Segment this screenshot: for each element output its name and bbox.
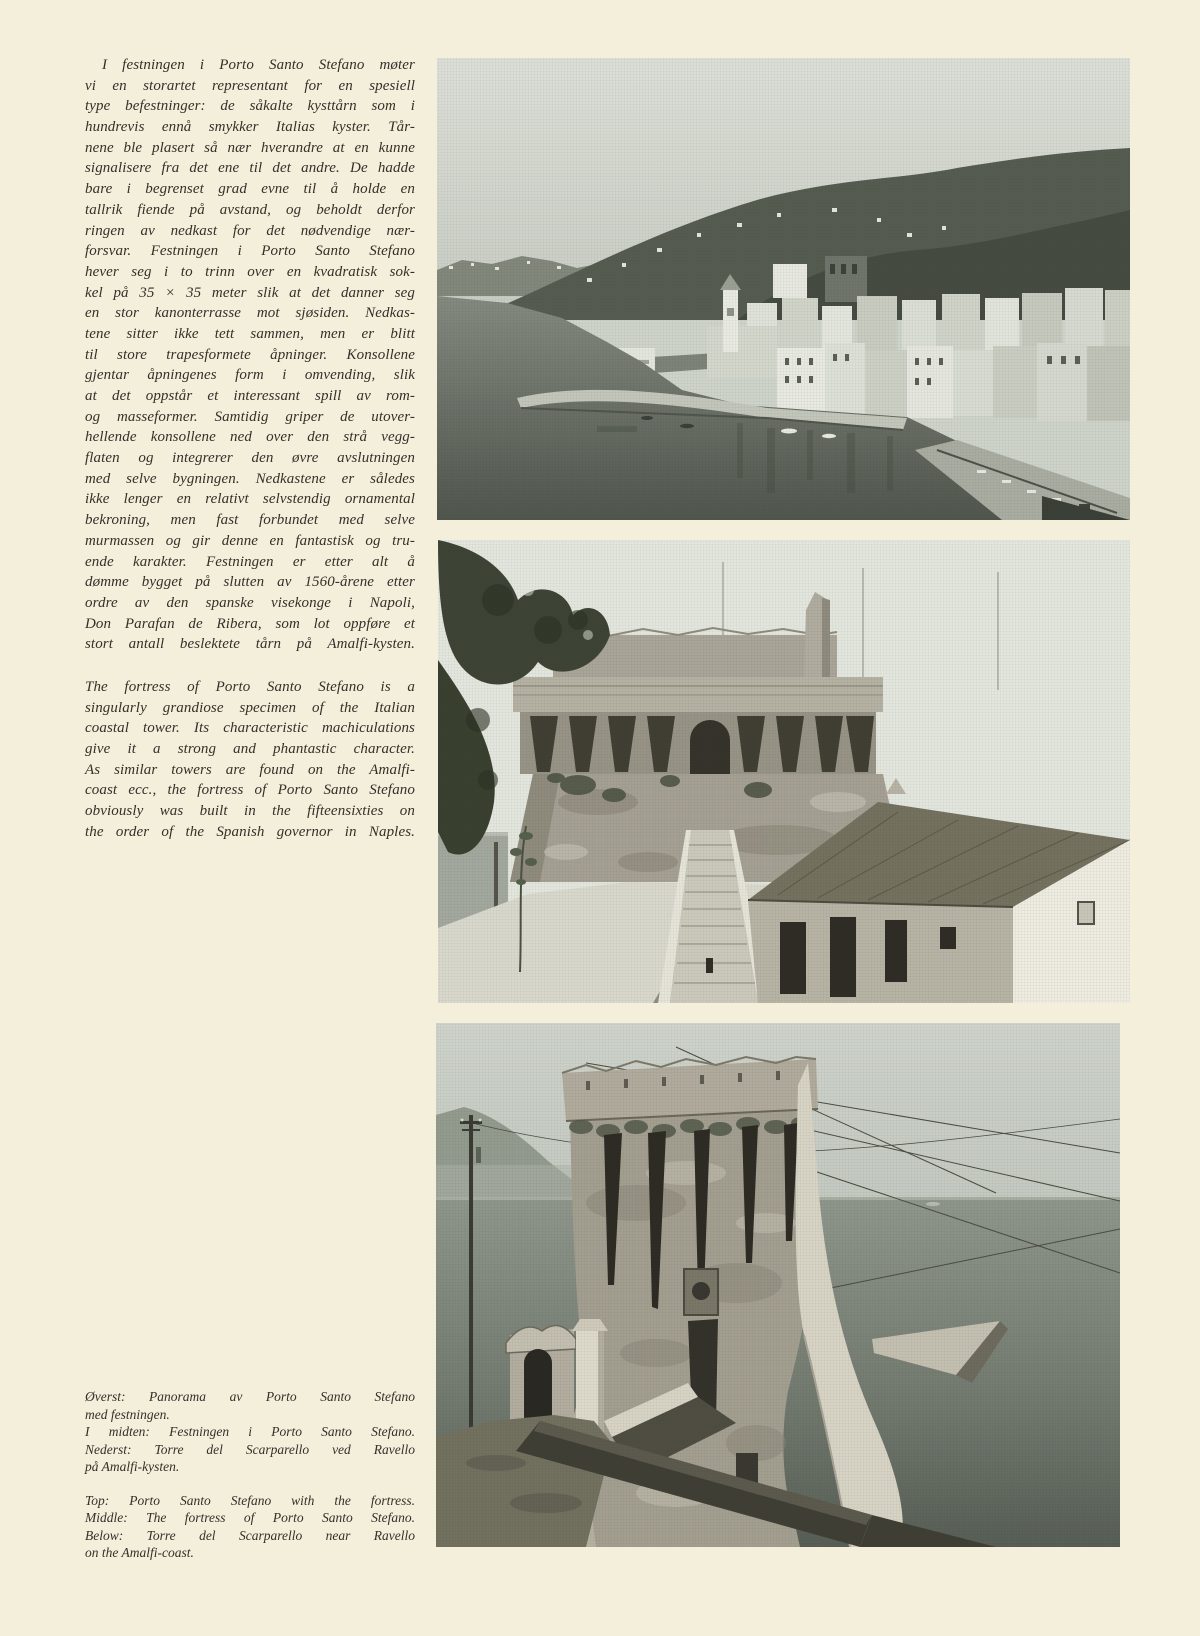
text-line: med selve bygningen. Nedkastene er således <box>85 470 415 487</box>
text-line: give it a strong and phantastic character. <box>85 741 415 757</box>
text-line: Øverst: Panorama av Porto Santo Stefano <box>85 1389 415 1404</box>
figure-silhouette <box>706 958 713 973</box>
text-line: singularly grandiose specimen of the Italian <box>85 699 415 716</box>
text-line: tallrik fiende på avstand, og beholdt derfor <box>85 201 415 218</box>
text-line: I midten: Festningen i Porto Santo Stefano. <box>85 1424 415 1439</box>
text-line: og masseformer. Samtidig griper de utover- <box>85 408 415 425</box>
text-line: Don Parafan de Ribera, som lot oppføre et <box>85 615 415 632</box>
text-line: coast ecc., the fortress of Porto Santo Stefano <box>85 782 415 799</box>
text-line: hever seg i to trinn over en kvadratisk sok- <box>85 263 415 280</box>
text-line: The fortress of Porto Santo Stefano is a <box>85 678 415 695</box>
tower-illustration <box>436 1023 1120 1547</box>
text-line: ende karakter. Festningen er etter alt å <box>85 553 415 570</box>
text-line: stort antall beslektete tårn på Amalfi-kysten. <box>85 636 415 653</box>
text-line: tene sitter ikke tett sammen, men er blitt <box>85 325 415 342</box>
text-line: ordre av den spanske visekonge i Napoli, <box>85 594 415 611</box>
text-line: hundrevis ennå smykker Italias kyster. Tår- <box>85 119 415 136</box>
text-line: hellende konsollene ned over den strå vegg- <box>85 429 415 446</box>
photo-fortress-porto-santo-stefano <box>438 540 1130 1003</box>
text-line: bare i begrenset grad evne til å holde en <box>85 181 415 198</box>
text-line: bekroning, men fast forbundet med selve <box>85 512 415 529</box>
text-line: vi en storartet representant for en spesiell <box>85 77 415 94</box>
fortress-illustration <box>438 540 1130 1003</box>
text-line: kel på 35 × 35 meter slik at det danner seg <box>85 284 415 301</box>
photo-torre-del-scarparello <box>436 1023 1120 1547</box>
english-captions <box>85 1492 415 1562</box>
text-line: ikke lenger en relativt selvstendig ornamental <box>85 491 415 508</box>
caption-column <box>85 1388 415 1562</box>
text-line: flaten og integrerer den øvre avslutningen <box>85 450 415 467</box>
text-line: på Amalfi-kysten. <box>85 1459 180 1474</box>
english-paragraph <box>85 677 415 843</box>
islet <box>926 1202 940 1206</box>
text-line: type befestninger: de såkalte kysttårn som i <box>85 98 415 115</box>
panorama-illustration <box>437 58 1130 520</box>
text-line: I festningen i Porto Santo Stefano møter <box>102 57 415 73</box>
church-tower <box>720 274 741 352</box>
text-line: coastal tower. Its characteristic machiculations <box>85 720 415 737</box>
text-line: ringen av nedkast for det nødvendige nær- <box>85 222 415 239</box>
text-line: forsvar. Festningen i Porto Santo Stefano <box>85 243 415 260</box>
text-line: on the Amalfi-coast. <box>85 1545 194 1560</box>
text-line: at det oppstår et interessant spill av rom- <box>85 388 415 404</box>
text-line: dømme bygget på slutten av 1560-årene etter <box>85 574 415 591</box>
distant-tower <box>476 1147 481 1163</box>
gable-vent <box>1078 902 1094 924</box>
text-line: signalisere fra det ene til det andre. De hadde <box>85 160 415 177</box>
text-line: nene ble plasert så nær hverandre at en kunne <box>85 139 415 156</box>
text-line: Top: Porto Santo Stefano with the fortress. <box>85 1492 415 1508</box>
text-line: As similar towers are found on the Amalfi- <box>85 761 415 778</box>
text-line: Below: Torre del Scarparello near Ravello <box>85 1527 415 1543</box>
text-line: med festningen. <box>85 1406 170 1422</box>
text-line: en stor kanonterrasse mot sjøsiden. Nedkas- <box>85 305 415 322</box>
text-line: til store trapesformete åpninger. Konsollene <box>85 346 415 363</box>
photo-panorama-porto-santo-stefano <box>437 58 1130 520</box>
text-line: Nederst: Torre del Scarparello ved Ravello <box>85 1441 415 1457</box>
text-line: murmassen og gir denne en fantastisk og tru- <box>85 532 415 549</box>
body-text-column <box>85 55 415 842</box>
text-line: the order of the Spanish governor in Naples. <box>85 823 415 840</box>
norwegian-captions <box>85 1388 415 1476</box>
text-line: gjentar åpningenes form i omvending, slik <box>85 367 415 384</box>
norwegian-paragraph <box>85 55 415 655</box>
text-line: obviously was built in the fifteensixties on <box>85 803 415 820</box>
text-line: Middle: The fortress of Porto Santo Stefano. <box>85 1510 415 1525</box>
